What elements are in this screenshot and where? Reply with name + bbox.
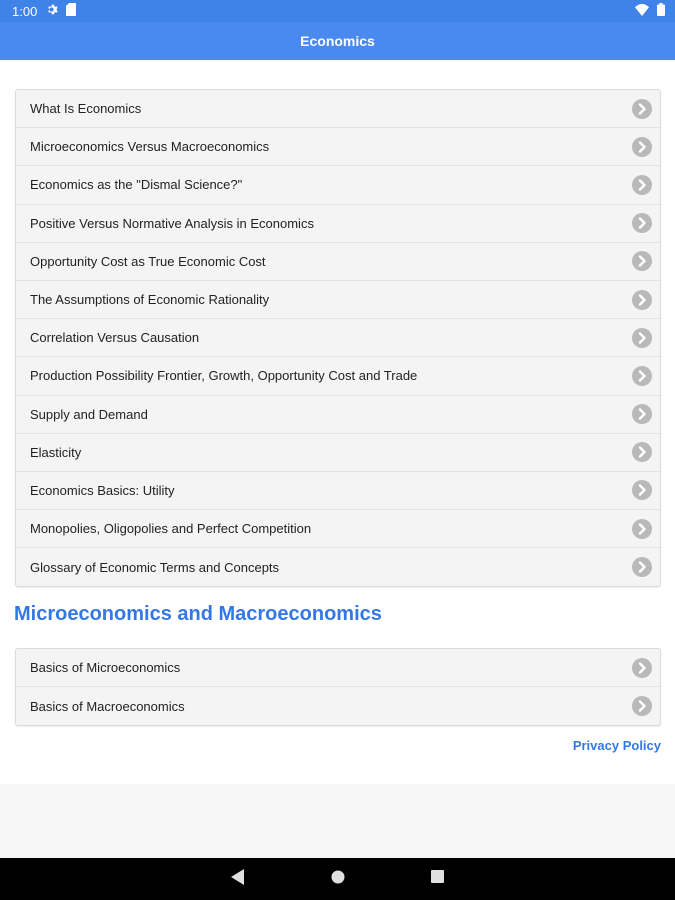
status-time: 1:00 <box>12 3 38 19</box>
list-item-label: Glossary of Economic Terms and Concepts <box>30 559 280 575</box>
list-item[interactable] <box>16 281 660 319</box>
chevron-right-icon <box>632 442 652 462</box>
chevron-right-icon <box>632 519 652 539</box>
list-item[interactable] <box>16 90 660 128</box>
battery-icon <box>657 3 665 19</box>
app-bar <box>0 22 675 60</box>
section-title: Microeconomics and Macroeconomics <box>14 603 382 625</box>
list-item-label: Elasticity <box>30 444 82 460</box>
list-item[interactable] <box>16 357 660 395</box>
home-icon[interactable] <box>331 870 345 889</box>
list-item-label: Opportunity Cost as True Economic Cost <box>30 253 266 269</box>
list-item-label: Economics as the "Dismal Science?" <box>30 177 243 193</box>
chevron-right-icon <box>632 99 652 119</box>
privacy-policy-link[interactable]: Privacy Policy <box>572 738 661 753</box>
list-item[interactable] <box>16 472 660 510</box>
chevron-right-icon <box>632 366 652 386</box>
list-item[interactable] <box>16 649 660 687</box>
list-item-label: Correlation Versus Causation <box>30 330 200 346</box>
list-item-label: What Is Economics <box>30 101 142 117</box>
chevron-right-icon <box>632 290 652 310</box>
list-item[interactable] <box>16 510 660 548</box>
list-item-label: Positive Versus Normative Analysis in Economics <box>30 215 314 231</box>
app-title: Economics <box>300 33 375 49</box>
list-item-label: Production Possibility Frontier, Growth, Opportunity Cost and Trade <box>30 368 418 384</box>
navigation-bar <box>0 858 675 900</box>
list-item[interactable] <box>16 166 660 204</box>
chevron-right-icon <box>632 137 652 157</box>
back-icon[interactable] <box>231 869 245 890</box>
chevron-right-icon <box>632 658 652 678</box>
sd-card-icon <box>66 3 76 19</box>
topic-list <box>15 89 661 587</box>
list-item[interactable] <box>16 396 660 434</box>
list-item[interactable] <box>16 205 660 243</box>
status-bar <box>0 0 675 22</box>
chevron-right-icon <box>632 175 652 195</box>
list-item[interactable] <box>16 548 660 586</box>
list-item[interactable] <box>16 434 660 472</box>
chevron-right-icon <box>632 251 652 271</box>
list-item-label: Basics of Microeconomics <box>30 660 181 676</box>
chevron-right-icon <box>632 404 652 424</box>
chevron-right-icon <box>632 557 652 577</box>
gear-icon <box>45 3 58 19</box>
list-item[interactable] <box>16 128 660 166</box>
recents-icon[interactable] <box>431 870 444 888</box>
list-item-label: Basics of Macroeconomics <box>30 698 185 714</box>
list-item-label: Microeconomics Versus Macroeconomics <box>30 139 270 155</box>
list-item-label: The Assumptions of Economic Rationality <box>30 292 270 308</box>
wifi-icon <box>635 4 649 19</box>
list-item-label: Monopolies, Oligopolies and Perfect Competition <box>30 521 312 537</box>
section-list <box>15 648 661 726</box>
chevron-right-icon <box>632 213 652 233</box>
list-item[interactable] <box>16 687 660 725</box>
list-item-label: Supply and Demand <box>30 406 148 422</box>
main-content <box>0 60 675 784</box>
list-item[interactable] <box>16 243 660 281</box>
list-item-label: Economics Basics: Utility <box>30 482 175 498</box>
chevron-right-icon <box>632 328 652 348</box>
chevron-right-icon <box>632 480 652 500</box>
chevron-right-icon <box>632 696 652 716</box>
list-item[interactable] <box>16 319 660 357</box>
